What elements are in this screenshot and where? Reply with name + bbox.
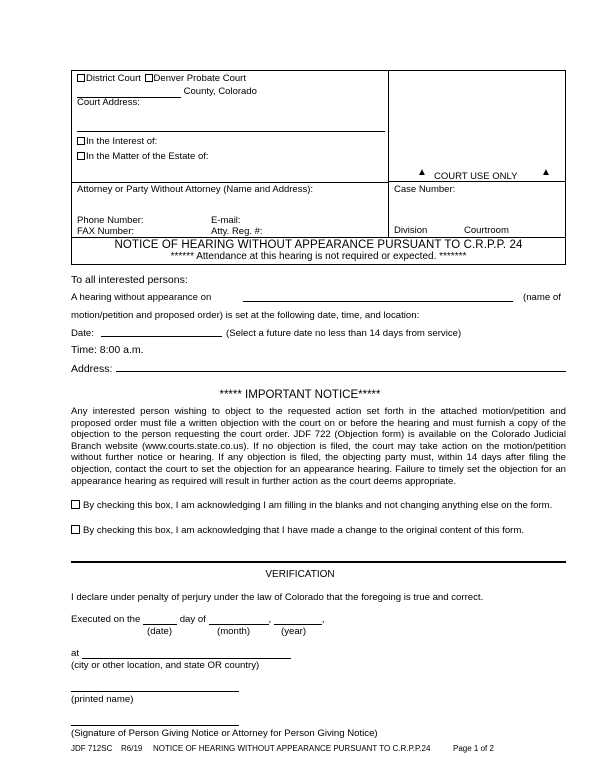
at-label: at <box>71 648 80 659</box>
date-caption: (date) <box>147 626 173 637</box>
caption-divider-bottom <box>72 237 565 238</box>
year-caption: (year) <box>281 626 307 637</box>
address-label: Address: <box>71 363 113 375</box>
footer-form-title: NOTICE OF HEARING WITHOUT APPEARANCE PURSUANT TO C.R.P.P.24 <box>153 744 431 753</box>
month-caption: (month) <box>217 626 251 637</box>
caption-divider-attorney <box>72 182 388 183</box>
executed-row <box>71 614 325 625</box>
footer-page-number: Page 1 of 2 <box>453 744 494 753</box>
court-type-row <box>77 74 246 85</box>
signature-caption: (Signature of Person Giving Notice or Attorney for Person Giving Notice) <box>71 728 378 739</box>
ack-changed-row <box>71 525 524 536</box>
fax-label: FAX Number: <box>77 226 135 237</box>
execution-location-field[interactable] <box>82 649 291 659</box>
executed-day-field[interactable] <box>143 616 177 625</box>
interest-of-row <box>77 137 157 148</box>
at-row <box>71 648 291 659</box>
estate-of-checkbox[interactable] <box>77 152 85 160</box>
estate-of-label: In the Matter of the Estate of: <box>86 151 209 162</box>
attorney-label: Attorney or Party Without Attorney (Name and Address): <box>77 184 314 195</box>
case-number-label: Case Number: <box>394 184 456 195</box>
printed-name-field[interactable] <box>71 683 239 692</box>
estate-of-row <box>77 152 209 163</box>
month-comma: , <box>268 614 272 625</box>
form-title: NOTICE OF HEARING WITHOUT APPEARANCE PURSUANT TO C.R.P.P. 24 <box>114 239 523 251</box>
email-label: E-mail: <box>211 215 241 226</box>
salutation: To all interested persons: <box>71 274 188 286</box>
location-caption: (city or other location, and state OR country) <box>71 660 260 671</box>
ack-no-change-checkbox[interactable] <box>71 500 80 509</box>
date-note: (Select a future date no less than 14 days from service) <box>226 328 462 339</box>
court-address-field[interactable] <box>77 122 385 132</box>
interest-of-checkbox[interactable] <box>77 137 85 145</box>
caption-divider-vertical <box>388 71 389 237</box>
signature-field[interactable] <box>71 717 239 726</box>
hearing-line-2: motion/petition and proposed order) is set at the following date, time, and location: <box>71 310 420 321</box>
important-notice-text: Any interested person wishing to object to the requested action set forth in the attached motion/petition and proposed order must file a written objection with the court on or before the hearing and must furnish a copy of the objection to the person requesting the court order. JDF 722 (Objection form) is available on the Colorado Judicial Branch website (www.courts.state.co.us). If no objection is filed, the court may take action on the motion/petition without further notice or hearing. If any objection is filed, the objecting party must, within 14 days after filing the objection, contact the court to set the objection for an appearance hearing. Failure to timely set the objection for an appearance hearing as required will result in further action as the court deems appropriate. <box>71 406 566 487</box>
executed-month-field[interactable] <box>209 616 269 625</box>
date-label: Date: <box>71 328 94 339</box>
courtroom-label: Courtroom <box>464 225 509 236</box>
footer-form-id: JDF 712SC <box>71 744 113 753</box>
executed-prefix: Executed on the <box>71 614 141 625</box>
footer-revision: R6/19 <box>121 744 143 753</box>
section-divider <box>71 561 566 563</box>
time-value[interactable]: 8:00 a.m. <box>99 344 144 356</box>
district-court-label: District Court <box>86 73 141 84</box>
verification-declaration: I declare under penalty of perjury under the law of Colorado that the foregoing is true and correct. <box>71 592 484 603</box>
hearing-suffix: (name of <box>523 292 561 303</box>
executed-year-field[interactable] <box>274 616 322 625</box>
time-row <box>71 344 144 356</box>
hearing-address-field[interactable] <box>116 362 566 372</box>
form-subtitle: ****** Attendance at this hearing is not required or expected. ******* <box>170 251 467 262</box>
denver-probate-label: Denver Probate Court <box>153 73 246 84</box>
important-notice-title: ***** IMPORTANT NOTICE***** <box>219 389 381 401</box>
ack-changed-checkbox[interactable] <box>71 525 80 534</box>
interest-of-label: In the Interest of: <box>86 136 158 147</box>
form-title-block <box>72 239 565 262</box>
division-label: Division <box>394 225 428 236</box>
ack-no-change-text: By checking this box, I am acknowledging I am filling in the blanks and not changing anything else on the form. <box>83 500 553 511</box>
district-court-checkbox[interactable] <box>77 74 85 82</box>
hearing-prefix: A hearing without appearance on <box>71 292 212 303</box>
county-suffix: County, Colorado <box>183 86 257 97</box>
motion-name-field[interactable] <box>243 292 513 302</box>
atty-reg-label: Atty. Reg. #: <box>211 226 263 237</box>
printed-name-caption: (printed name) <box>71 694 134 705</box>
case-caption-box <box>71 70 566 265</box>
court-use-arrow-left-icon: ▲ <box>417 167 427 178</box>
ack-changed-text: By checking this box, I am acknowledging that I have made a change to the original content of this form. <box>83 525 525 536</box>
day-of-label: day of <box>179 614 206 625</box>
ack-no-change-row <box>71 500 566 512</box>
time-label: Time: <box>71 344 97 356</box>
year-comma: , <box>321 614 325 625</box>
court-use-only-label: COURT USE ONLY <box>434 171 518 182</box>
court-address-label: Court Address: <box>77 97 140 108</box>
phone-label: Phone Number: <box>77 215 144 226</box>
court-use-arrow-right-icon: ▲ <box>541 167 551 178</box>
hearing-date-field[interactable] <box>101 327 222 337</box>
denver-probate-checkbox[interactable] <box>145 74 153 82</box>
verification-title: VERIFICATION <box>265 569 335 580</box>
